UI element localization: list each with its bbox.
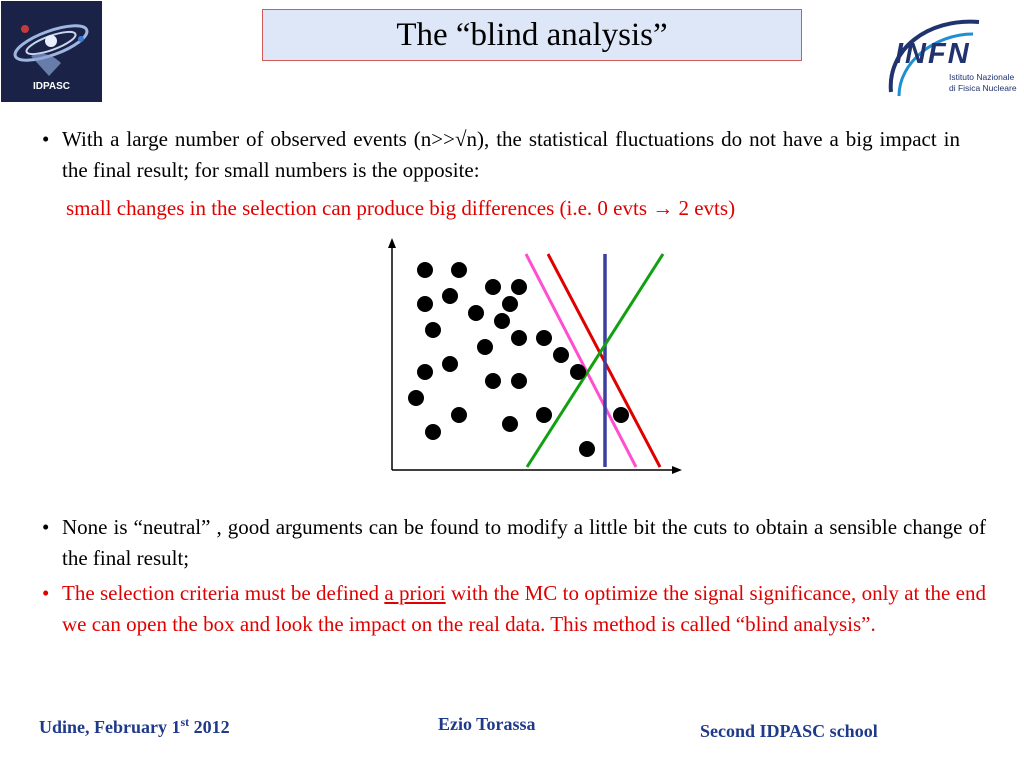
footer-date-pre: Udine, February 1 bbox=[39, 717, 181, 737]
footer-school: Second IDPASC school bbox=[700, 721, 878, 741]
event-point bbox=[442, 356, 458, 372]
bullet-1 bbox=[42, 124, 960, 186]
bullet-1-text: With a large number of observed events (n>>√n), the statistical fluctuations do not have a big impact in the final result; for small numbers is the opposite: bbox=[62, 127, 960, 182]
footer-author: Ezio Torassa bbox=[438, 714, 536, 734]
infn-logo bbox=[887, 10, 1024, 100]
event-point bbox=[451, 262, 467, 278]
bullet-3-apriori: a priori bbox=[384, 581, 446, 605]
event-point bbox=[511, 330, 527, 346]
bullet-2-text: None is “neutral” , good arguments can be found to modify a little bit the cuts to obtain a sensible change of the final result; bbox=[62, 515, 986, 570]
bullet-3-post: with the MC to optimize the signal significance, only at the end we can open the box and look the impact on the real data. This method is called “blind analysis”. bbox=[62, 581, 987, 636]
infn-subtitle-line2: di Fisica Nucleare bbox=[949, 83, 1017, 93]
bullet-1-red-note: small changes in the selection can produce big differences (i.e. 0 evts → 2 evts) bbox=[66, 196, 736, 220]
event-point bbox=[417, 296, 433, 312]
event-point bbox=[579, 441, 595, 457]
event-point bbox=[468, 305, 484, 321]
event-point bbox=[417, 262, 433, 278]
footer-date-sup: st bbox=[180, 715, 190, 729]
bullet-3 bbox=[42, 578, 987, 640]
footer-date bbox=[39, 715, 230, 738]
event-point bbox=[477, 339, 493, 355]
event-point bbox=[417, 364, 433, 380]
cut-illustration bbox=[370, 232, 690, 482]
infn-brand bbox=[895, 38, 971, 71]
infn-subtitle bbox=[949, 72, 1017, 94]
event-point bbox=[570, 364, 586, 380]
y-axis-arrow bbox=[388, 238, 396, 248]
cut-line-magenta bbox=[526, 254, 636, 467]
bullet-dot: • bbox=[42, 515, 50, 539]
event-point bbox=[511, 279, 527, 295]
event-point bbox=[494, 313, 510, 329]
bullet-3-pre: The selection criteria must be defined bbox=[62, 581, 385, 605]
event-point bbox=[442, 288, 458, 304]
event-point bbox=[451, 407, 467, 423]
idpasc-logo-text: IDPASC bbox=[32, 81, 71, 92]
event-point bbox=[485, 373, 501, 389]
event-point bbox=[425, 424, 441, 440]
event-point bbox=[425, 322, 441, 338]
bullet-2 bbox=[42, 512, 986, 574]
event-point bbox=[502, 416, 518, 432]
event-point bbox=[553, 347, 569, 363]
event-point bbox=[485, 279, 501, 295]
event-point bbox=[502, 296, 518, 312]
slide-title: The “blind analysis” bbox=[262, 9, 802, 61]
infn-subtitle-line1: Istituto Nazionale bbox=[949, 72, 1015, 82]
footer-date-post: 2012 bbox=[189, 717, 230, 737]
event-point bbox=[408, 390, 424, 406]
infn-brand-text: INFN bbox=[895, 38, 971, 70]
event-point bbox=[613, 407, 629, 423]
idpasc-logo bbox=[1, 1, 102, 102]
event-point bbox=[536, 407, 552, 423]
bullet-dot: • bbox=[42, 581, 50, 605]
x-axis-arrow bbox=[672, 466, 682, 474]
bullet-dot: • bbox=[42, 127, 50, 151]
event-point bbox=[511, 373, 527, 389]
event-point bbox=[536, 330, 552, 346]
